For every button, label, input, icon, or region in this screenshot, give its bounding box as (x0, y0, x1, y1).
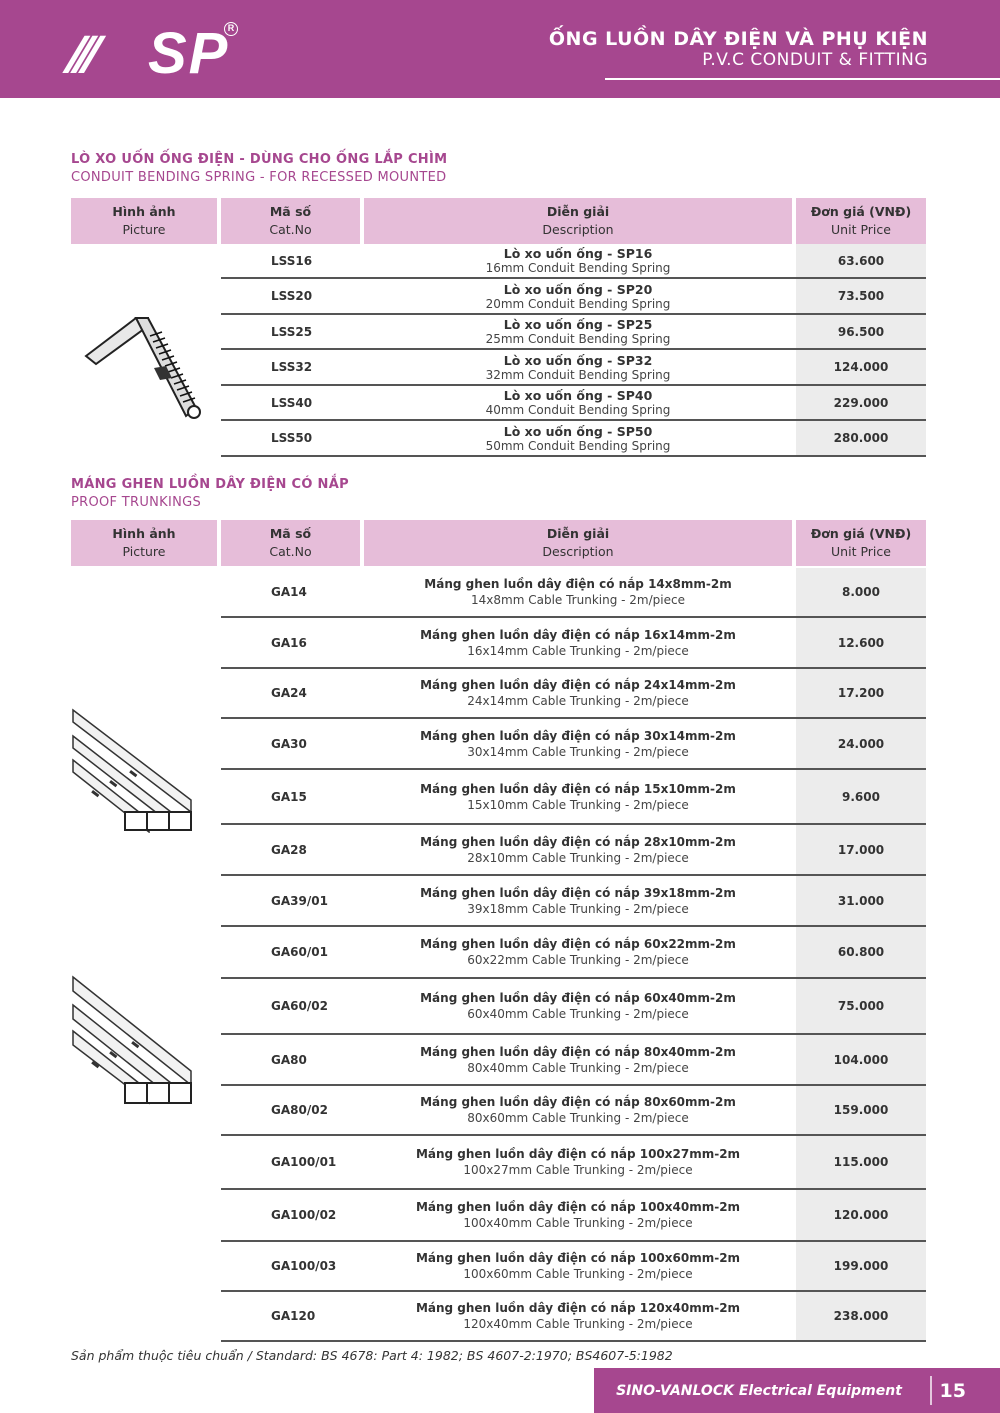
header-cat-en: Cat.No (269, 544, 312, 559)
section-title-vn: LÒ XO UỐN ỐNG ĐIỆN - DÙNG CHO ỐNG LẮP CHÌM (71, 152, 448, 167)
unit-price: 17.200 (796, 669, 926, 717)
header-price-en: Unit Price (831, 544, 891, 559)
unit-price: 115.000 (796, 1136, 926, 1188)
table-row (221, 1190, 926, 1242)
header-picture-vn: Hình ảnh (112, 204, 176, 219)
description-cell (364, 876, 792, 925)
description-en: 28x10mm Cable Trunking - 2m/piece (467, 850, 689, 865)
header-desc-vn: Diễn giải (546, 204, 610, 219)
description-en: 24x14mm Cable Trunking - 2m/piece (467, 694, 689, 708)
description-cell (364, 568, 792, 616)
cat-no: GA16 (271, 635, 307, 650)
logo-slashes: /// (62, 27, 98, 83)
unit-price: 124.000 (796, 350, 926, 384)
description-en: 39x18mm Cable Trunking - 2m/piece (467, 901, 689, 916)
table-row (221, 927, 926, 979)
unit-price: 24.000 (796, 719, 926, 768)
description-vn: Máng ghen luồn dây điện có nắp 15x10mm-2m (420, 781, 736, 796)
header-title (549, 28, 928, 70)
unit-price: 8.000 (796, 568, 926, 616)
header-title-vn: ỐNG LUỒN DÂY ĐIỆN VÀ PHỤ KIỆN (548, 28, 928, 50)
header-price-en: Unit Price (831, 222, 891, 237)
page-number: 15 (939, 1379, 966, 1402)
header-cat-en: Cat.No (269, 222, 312, 237)
description-cell (364, 618, 792, 667)
table-row (221, 1242, 926, 1292)
header-desc (364, 198, 792, 244)
standard-footnote: Sản phẩm thuộc tiêu chuẩn / Standard: BS 4678: Part 4: 1982; BS 4607-2:1970; BS4607-5:1982 (71, 1348, 673, 1363)
cable-trunking-image (71, 975, 196, 1105)
cat-no: GA60/01 (271, 945, 328, 959)
description-cell (364, 1242, 792, 1290)
footer-divider (930, 1376, 932, 1405)
description-cell (364, 825, 792, 874)
description-cell (364, 350, 792, 384)
description-vn: Máng ghen luồn dây điện có nắp 100x60mm-2m (415, 1251, 741, 1265)
description-vn: Máng ghen luồn dây điện có nắp 120x40mm-2m (415, 1301, 741, 1315)
unit-price: 60.800 (796, 927, 926, 977)
description-vn: Máng ghen luồn dây điện có nắp 28x10mm-2m (420, 834, 736, 849)
cable-trunking-image (71, 708, 196, 833)
table-row (221, 770, 926, 825)
table-row (221, 669, 926, 719)
unit-price: 63.600 (796, 244, 926, 277)
description-vn: Máng ghen luồn dây điện có nắp 39x18mm-2m (420, 885, 736, 900)
page-header (0, 0, 1000, 98)
section-title-spring (71, 152, 447, 185)
cat-no: GA15 (271, 789, 307, 804)
description-en: 60x40mm Cable Trunking - 2m/piece (467, 1007, 689, 1021)
unit-price: 159.000 (796, 1086, 926, 1134)
unit-price: 229.000 (796, 386, 926, 419)
table-row (221, 350, 926, 386)
header-price-vn: Đơn giá (VNĐ) (810, 526, 912, 541)
table-row (221, 979, 926, 1035)
description-vn: Máng ghen luồn dây điện có nắp 100x27mm-2m (415, 1147, 741, 1161)
cat-no: LSS32 (271, 360, 313, 374)
description-en: 100x40mm Cable Trunking - 2m/piece (463, 1216, 693, 1230)
description-vn: Máng ghen luồn dây điện có nắp 60x40mm-2m (420, 991, 736, 1005)
unit-price: 75.000 (796, 979, 926, 1033)
description-en: 120x40mm Cable Trunking - 2m/piece (463, 1317, 693, 1331)
description-vn: Máng ghen luồn dây điện có nắp 80x60mm-2m (420, 1095, 736, 1109)
description-cell (364, 979, 792, 1033)
table-row (221, 1292, 926, 1342)
table-row (221, 1086, 926, 1136)
description-cell (364, 1136, 792, 1188)
description-en: 15x10mm Cable Trunking - 2m/piece (467, 797, 689, 812)
cat-no: GA120 (271, 1309, 316, 1323)
description-cell (364, 669, 792, 717)
header-desc-vn: Diễn giải (546, 526, 610, 541)
cat-no: LSS50 (271, 431, 313, 445)
description-cell (364, 421, 792, 455)
section-title-en: PROOF TRUNKINGS (71, 495, 202, 510)
unit-price: 96.500 (796, 315, 926, 348)
description-en: 16x14mm Cable Trunking - 2m/piece (467, 643, 689, 658)
footer-company: SINO-VANLOCK Electrical Equipment (616, 1382, 902, 1399)
table-row (221, 825, 926, 876)
table-row (221, 719, 926, 770)
unit-price: 9.600 (796, 770, 926, 823)
description-vn: Máng ghen luồn dây điện có nắp 100x40mm-2m (415, 1200, 741, 1214)
header-price-vn: Đơn giá (VNĐ) (810, 204, 912, 219)
cat-no: LSS20 (271, 289, 313, 303)
header-price (796, 198, 926, 244)
description-cell (364, 279, 792, 313)
cat-no: LSS25 (271, 324, 313, 339)
table-row (221, 876, 926, 927)
logo-text: SP (148, 21, 230, 86)
section-title-en: CONDUIT BENDING SPRING - FOR RECESSED MOUNTED (71, 170, 447, 185)
table-row (221, 315, 926, 350)
description-cell (364, 386, 792, 419)
table-row (221, 386, 926, 421)
cat-no: GA24 (271, 686, 307, 700)
table-header (71, 198, 926, 244)
description-en: 25mm Conduit Bending Spring (485, 332, 671, 346)
description-cell (364, 1292, 792, 1340)
description-cell (364, 927, 792, 977)
description-cell (364, 315, 792, 348)
description-vn: Lò xo uốn ống - SP40 (503, 388, 653, 403)
description-vn: Máng ghen luồn dây điện có nắp 30x14mm-2m (420, 728, 736, 743)
unit-price: 120.000 (796, 1190, 926, 1240)
cat-no: LSS40 (271, 395, 313, 410)
bending-spring-image (76, 308, 216, 428)
description-en: 60x22mm Cable Trunking - 2m/piece (467, 953, 689, 967)
section-title-trunking (71, 477, 349, 510)
description-cell (364, 1086, 792, 1134)
cat-no: GA30 (271, 736, 307, 751)
unit-price: 199.000 (796, 1242, 926, 1290)
unit-price: 17.000 (796, 825, 926, 874)
sp-logo (62, 18, 268, 86)
header-divider (605, 78, 1000, 80)
description-en: 100x27mm Cable Trunking - 2m/piece (463, 1163, 693, 1177)
description-vn: Máng ghen luồn dây điện có nắp 80x40mm-2m (420, 1044, 736, 1059)
cat-no: GA39/01 (271, 893, 328, 908)
spring-price-table (71, 198, 926, 460)
header-picture-en: Picture (122, 222, 166, 237)
cat-no: GA100/02 (271, 1208, 337, 1222)
header-picture-en: Picture (122, 544, 166, 559)
table-row (221, 421, 926, 457)
description-vn: Máng ghen luồn dây điện có nắp 14x8mm-2m (424, 577, 732, 591)
table-row (221, 1035, 926, 1086)
trunking-price-table (71, 520, 926, 1340)
description-vn: Lò xo uốn ống - SP25 (503, 317, 653, 332)
cat-no: GA80 (271, 1052, 307, 1067)
header-cat-vn: Mã số (269, 526, 312, 541)
description-vn: Máng ghen luồn dây điện có nắp 60x22mm-2m (420, 937, 736, 951)
description-en: 20mm Conduit Bending Spring (485, 296, 671, 311)
description-vn: Lò xo uốn ống - SP50 (503, 423, 653, 439)
description-vn: Lò xo uốn ống - SP20 (503, 281, 653, 297)
header-cat-vn: Mã số (269, 204, 312, 219)
unit-price: 238.000 (796, 1292, 926, 1340)
header-desc (364, 520, 792, 566)
description-vn: Lò xo uốn ống - SP32 (503, 352, 653, 368)
description-en: 32mm Conduit Bending Spring (485, 367, 671, 382)
table-row (221, 618, 926, 669)
description-en: 40mm Conduit Bending Spring (485, 403, 671, 417)
description-vn: Máng ghen luồn dây điện có nắp 16x14mm-2m (420, 627, 736, 642)
header-picture (71, 198, 217, 244)
table-row (221, 244, 926, 279)
cat-no: GA14 (271, 585, 307, 599)
cat-no: LSS16 (271, 253, 313, 268)
description-cell (364, 1190, 792, 1240)
description-en: 80x40mm Cable Trunking - 2m/piece (467, 1060, 689, 1075)
table-row (221, 568, 926, 618)
page-footer (594, 1368, 1000, 1413)
cat-no: GA60/02 (271, 999, 328, 1013)
unit-price: 12.600 (796, 618, 926, 667)
header-cat (221, 198, 360, 244)
cat-no: GA80/02 (271, 1103, 328, 1117)
table-row (221, 1136, 926, 1190)
header-desc-en: Description (542, 222, 614, 237)
cat-no: GA100/01 (271, 1155, 337, 1169)
description-cell (364, 770, 792, 823)
header-picture (71, 520, 217, 566)
description-en: 80x60mm Cable Trunking - 2m/piece (467, 1111, 689, 1125)
description-en: 100x60mm Cable Trunking - 2m/piece (463, 1267, 693, 1281)
unit-price: 280.000 (796, 421, 926, 455)
table-row (221, 279, 926, 315)
table-header (71, 520, 926, 566)
header-title-en: P.V.C CONDUIT & FITTING (702, 50, 928, 70)
header-picture-vn: Hình ảnh (112, 526, 176, 541)
description-vn: Máng ghen luồn dây điện có nắp 24x14mm-2m (420, 678, 736, 692)
description-en: 30x14mm Cable Trunking - 2m/piece (467, 744, 689, 759)
unit-price: 31.000 (796, 876, 926, 925)
registered-mark-icon: R (224, 22, 238, 36)
section-title-vn: MÁNG GHEN LUỒN DÂY ĐIỆN CÓ NẮP (71, 477, 349, 492)
description-en: 14x8mm Cable Trunking - 2m/piece (471, 593, 685, 607)
description-en: 50mm Conduit Bending Spring (485, 438, 671, 453)
header-cat (221, 520, 360, 566)
description-cell (364, 1035, 792, 1084)
description-vn: Lò xo uốn ống - SP16 (503, 246, 653, 261)
description-cell (364, 244, 792, 277)
unit-price: 104.000 (796, 1035, 926, 1084)
description-cell (364, 719, 792, 768)
cat-no: GA100/03 (271, 1259, 337, 1273)
header-price (796, 520, 926, 566)
header-desc-en: Description (542, 544, 614, 559)
cat-no: GA28 (271, 842, 307, 857)
unit-price: 73.500 (796, 279, 926, 313)
description-en: 16mm Conduit Bending Spring (485, 261, 671, 275)
